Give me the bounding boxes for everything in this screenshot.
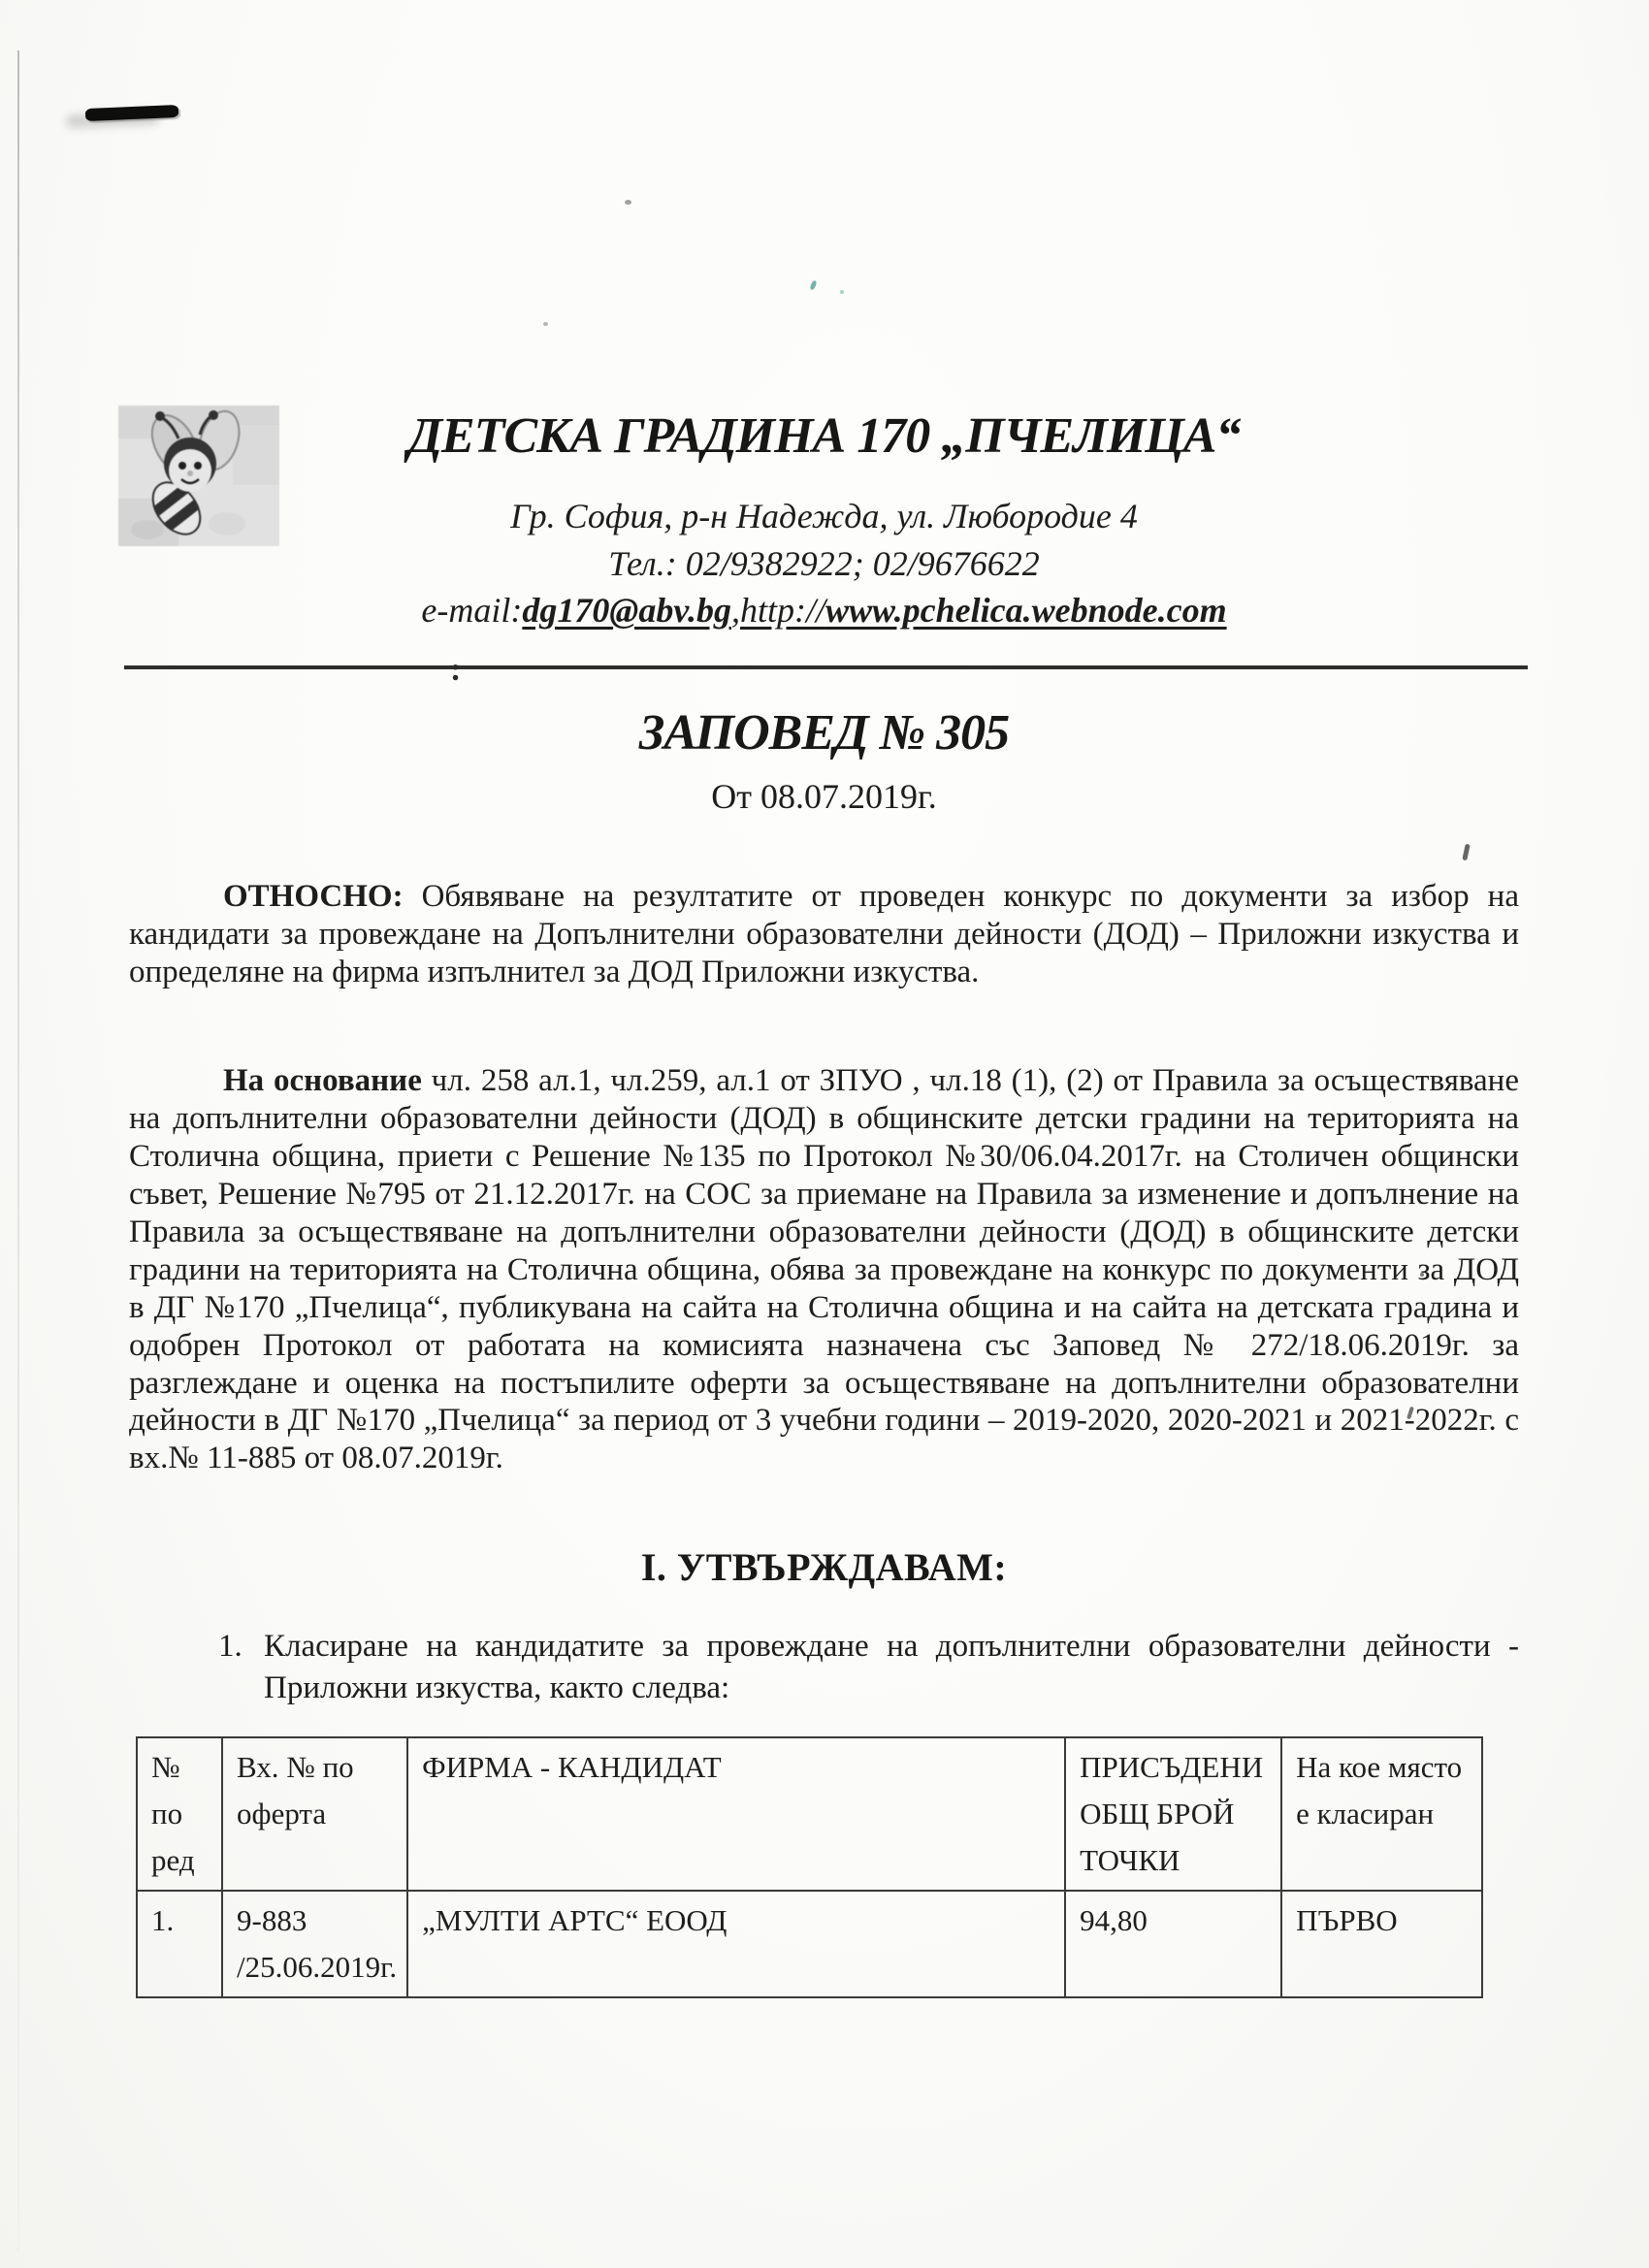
header-cell-offer-number: Вх. № по оферта [222,1737,407,1891]
stray-colon-mark: : [450,652,462,688]
email-label: e-mail: [421,590,523,630]
basis-text: чл. 258 ал.1, чл.259, ал.1 от ЗПУО , чл.18 (1), (2) от Правила за осъществяване на допълнителни образователни дейности (ДОД) в общинските детски градини на територията на Столична община, приети с Решение №135 по Протокол №30/06.04.2017г. на Столичен общински съвет, Решение №795 от 21.12.2017г. на СОС за приемане на Правила за изменение и допълнение на Правила за осъществяване на допълнителни образователни дейности (ДОД) в общинските детски градини на територията на Столична община, обява за провеждане на конкурс по документи за ДОД в ДГ №170 „Пчелица“, публикувана на сайта на Столична община и на сайта на детската градина и одобрен Протокол от работата на комисията назначена със Заповед № 272/18.06.2019г. за разглеждане и оценка на постъпилите оферти за осъществяване на допълнителни образователни дейности в ДГ №170 „Пчелица“ за период от 3 учебни години – 2019-2020, 2020-2021 и 2021-2022г. с вх.№ 11-885 от 08.07.2019г. [129,1063,1519,1476]
cell-offer-number: 9-883 /25.06.2019г. [222,1891,407,1997]
table-row [137,1891,1482,1997]
list-item-1 [218,1626,1519,1709]
section-heading-approve: I. УТВЪРЖДАВАМ: [640,1545,1008,1589]
org-address: Гр. София, р-н Надежда, ул. Любородие 4 [510,496,1138,535]
header-cell-company: ФИРМА - КАНДИДАТ [407,1737,1065,1891]
scan-artifact-mark [85,105,178,121]
scan-edge-line [17,50,19,2252]
email-address: dg170@abv.bg [522,590,731,630]
org-name: ДЕТСКА ГРАДИНА 170 „ПЧЕЛИЦА“ [407,408,1241,464]
header-cell-points: ПРИСЪДЕНИ ОБЩ БРОЙ ТОЧКИ [1065,1737,1281,1891]
url-protocol: http:// [739,590,825,630]
cell-row-number: 1. [137,1891,222,1997]
order-title: ЗАПОВЕД № 305 [638,705,1010,761]
basis-label: На основание [223,1063,422,1098]
scan-speck [809,279,818,290]
subject-label: ОТНОСНО: [223,879,404,914]
subject-text: Обявяване на резултатите от проведен конкурс по документи за избор на кандидати за провеждане на Допълнителни образователни дейности (ДОД) – Приложни изкуства и определяне на фирма изпълнител за ДОД Приложни изкуства. [129,879,1519,989]
list-item-number: 1. [218,1629,242,1664]
website-url: www.pchelica.webnode.com [824,590,1227,630]
basis-paragraph [129,1062,1519,1477]
list-item-text: Класиране на кандидатите за провеждане на допълнителни образователни дейности - Приложни изкуства, както следва: [264,1629,1519,1705]
cell-company: „МУЛТИ АРТС“ ЕООД [407,1891,1065,1997]
subject-paragraph [129,878,1519,991]
scan-speck [840,290,844,294]
org-phone: Тел.: 02/9382922; 02/9676622 [608,544,1040,584]
header-cell-row-number: № по ред [137,1737,222,1891]
order-date: От 08.07.2019г. [711,777,937,816]
scan-speck [1462,844,1470,861]
letterhead [129,407,1519,631]
scan-speck [625,200,631,205]
letterhead-divider [124,665,1528,669]
header-cell-place: На кое място е класиран [1281,1737,1482,1891]
org-contact-line [129,591,1519,631]
scan-speck [543,322,548,326]
table-header-row [137,1737,1482,1891]
ranking-table [136,1736,1483,1998]
cell-place: ПЪРВО [1281,1891,1482,1997]
separator: , [730,590,740,630]
cell-points: 94,80 [1065,1891,1281,1997]
